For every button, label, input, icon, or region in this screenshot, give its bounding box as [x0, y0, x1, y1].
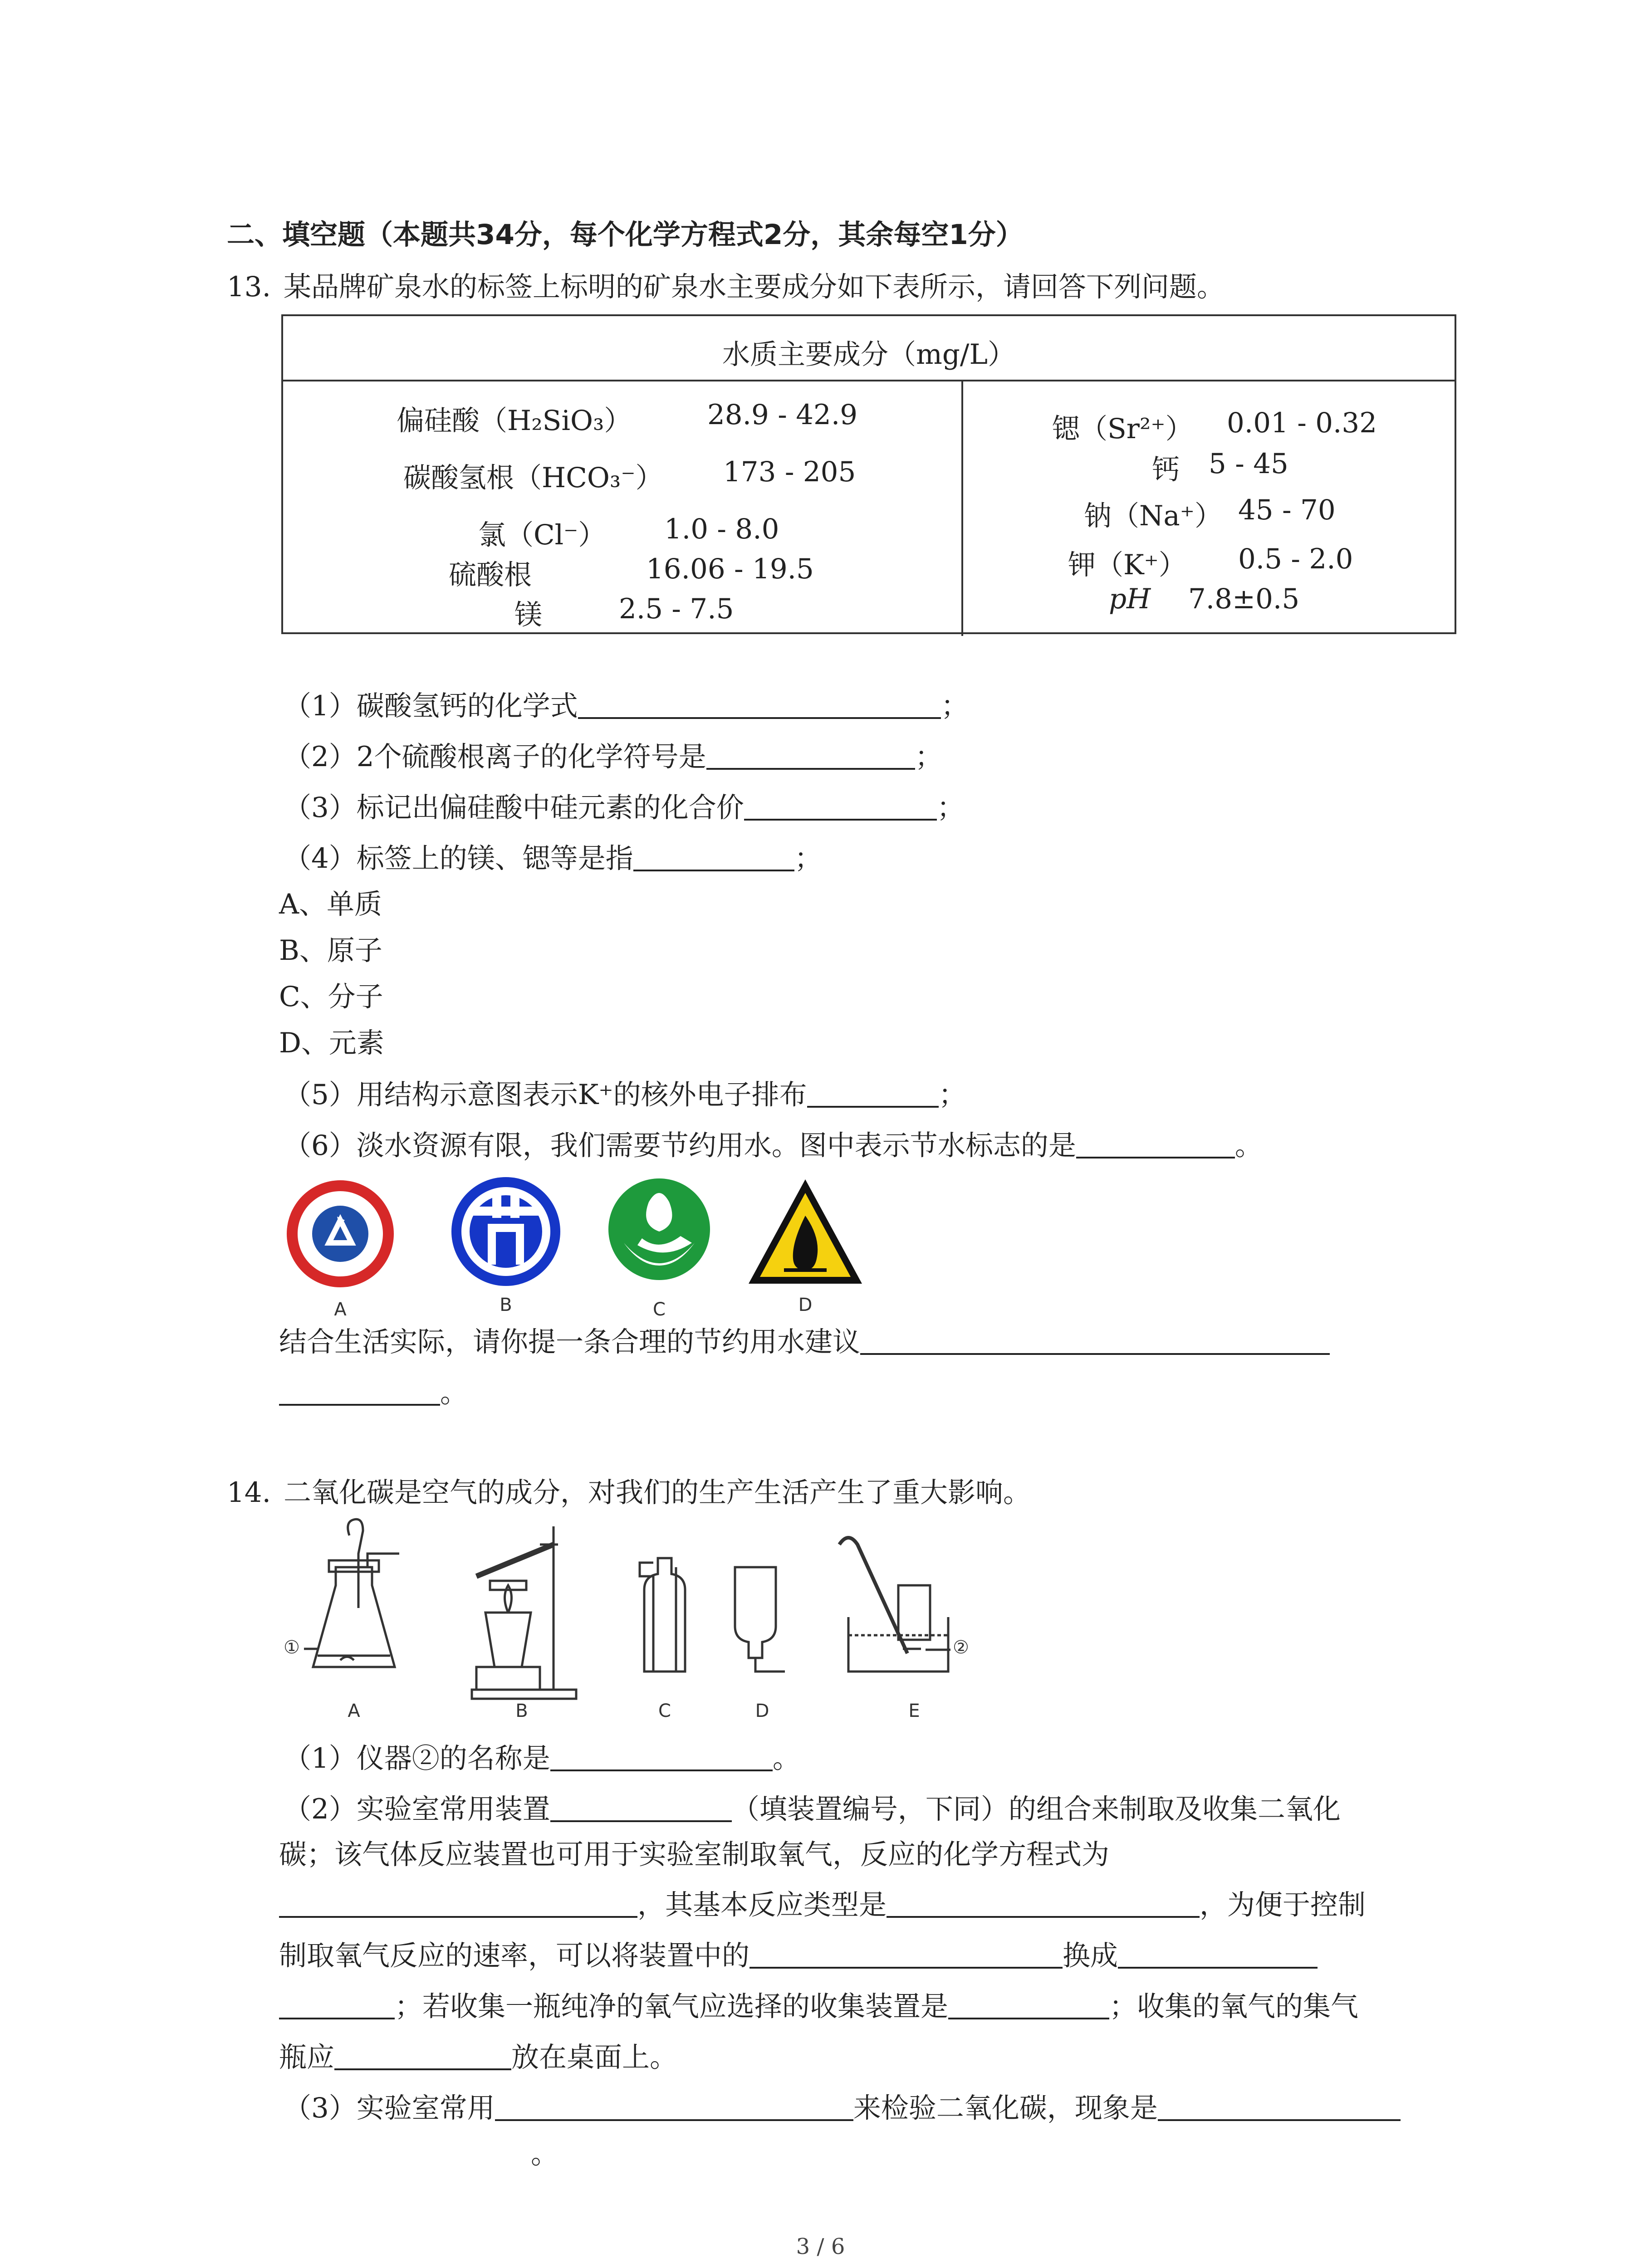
flammable-warning-icon	[749, 1179, 862, 1284]
q14-s2h-text: ；若收集一瓶纯净的氧气应选择的收集装置是	[395, 1990, 949, 2023]
sign-label-c: C	[653, 1299, 666, 1320]
sign-label-d: D	[798, 1295, 813, 1315]
q14-s2-line6	[279, 2043, 677, 2071]
q14-s2f-text: 制取氧气反应的速率，可以将装置中的	[279, 1940, 750, 1972]
semicolon: ；	[938, 1079, 966, 1111]
q14-s3b-text: 来检验二氧化碳，现象是	[853, 2092, 1158, 2124]
mineral-water-table	[281, 314, 1456, 634]
q14-stem	[227, 1476, 1031, 1509]
left-value-4: 2.5 - 7.5	[619, 593, 734, 625]
downward-bottle-icon	[735, 1567, 785, 1672]
period: 。	[1234, 1129, 1263, 1162]
heating-apparatus-icon	[472, 1526, 576, 1699]
q14-s3a-text: （3）实验室常用	[284, 2092, 495, 2124]
option-b: B、原子	[279, 934, 382, 967]
answer-blank-13-5[interactable]	[807, 1080, 939, 1108]
table-header: 水质主要成分（mg/L）	[722, 338, 1015, 371]
right-name-3: 钾（K⁺）	[1068, 549, 1186, 581]
q14-stem-text: 二氧化碳是空气的成分，对我们的生产生活产生了重大影响。	[284, 1476, 1031, 1509]
right-name-2: 钠（Na⁺）	[1084, 500, 1222, 532]
q13-sub6	[284, 1129, 1263, 1162]
q13-sub1-text: （1）碳酸氢钙的化学式	[284, 690, 578, 722]
left-value-0: 28.9 - 42.9	[707, 399, 858, 431]
q14-s2g-text: 换成	[1063, 1940, 1118, 1972]
water-signs-figure	[281, 1175, 880, 1325]
semicolon: ；	[794, 842, 822, 875]
apparatus-label-e: E	[908, 1701, 920, 1721]
answer-blank-14-1[interactable]	[550, 1744, 773, 1771]
q14-number: 14.	[227, 1476, 271, 1509]
q14-s2j-text: 瓶应	[279, 2041, 335, 2073]
semicolon: ；	[915, 741, 943, 773]
q14-s2e-text: ，为便于控制	[1200, 1889, 1366, 1921]
answer-blank-14-2a[interactable]	[550, 1795, 732, 1822]
period: 。	[772, 1742, 800, 1774]
period: 。	[440, 1377, 468, 1409]
right-name-0: 锶（Sr²⁺）	[1052, 413, 1193, 445]
q14-s2-line4	[279, 1941, 1318, 1970]
q13-sub3	[284, 792, 965, 824]
q13-sub4	[284, 842, 822, 875]
right-value-1: 5 - 45	[1209, 448, 1288, 480]
q14-s2b-text: （填装置编号，下同）的组合来制取及收集二氧化	[731, 1793, 1341, 1825]
q13-suggest-text: 结合生活实际，请你提一条合理的节约用水建议	[279, 1326, 861, 1358]
answer-blank-14-place[interactable]	[334, 2043, 511, 2070]
q14-s3	[284, 2094, 1401, 2122]
q13-number: 13.	[227, 271, 271, 303]
q13-sub2-text: （2）2个硫酸根离子的化学符号是	[284, 741, 706, 773]
recycle-sign-icon	[287, 1180, 394, 1287]
water-saving-sign-icon	[451, 1177, 560, 1286]
q13-sub1	[284, 692, 969, 720]
water-trough-icon	[839, 1538, 948, 1672]
q14-s2-line1	[284, 1795, 1341, 1823]
q14-s2-line2: 碳；该气体反应装置也可用于实验室制取氧气，反应的化学方程式为	[279, 1838, 1110, 1871]
q14-s2-line5	[279, 1990, 1359, 2023]
left-value-2: 1.0 - 8.0	[664, 513, 779, 545]
right-name-4: pH	[1109, 583, 1151, 615]
option-d: D、元素	[279, 1027, 384, 1059]
q13-stem	[227, 273, 1225, 301]
apparatus-label-b: B	[515, 1701, 528, 1721]
answer-blank-14-3a[interactable]	[495, 2094, 853, 2121]
lab-apparatus-figure	[272, 1517, 1043, 1730]
answer-blank-14-type[interactable]	[887, 1891, 1200, 1918]
table-header-row	[283, 316, 1455, 381]
q13-sub5	[284, 1080, 966, 1109]
q14-s2-line3	[279, 1891, 1366, 1919]
right-value-4: 7.8±0.5	[1188, 583, 1300, 615]
answer-blank-13-6[interactable]	[1076, 1131, 1235, 1158]
left-name-4: 镁	[514, 599, 543, 631]
gas-collecting-bottle-icon	[640, 1558, 685, 1672]
right-value-0: 0.01 - 0.32	[1227, 407, 1377, 439]
option-c: C、分子	[279, 981, 383, 1013]
apparatus-label-c: C	[658, 1701, 671, 1721]
q13-sub5-text: （5）用结构示意图表示K⁺的核外电子排布	[284, 1079, 807, 1111]
section-title: 二、填空题（本题共34分，每个化学方程式2分，其余每空1分）	[227, 219, 1024, 251]
answer-blank-13-4[interactable]	[633, 844, 794, 871]
q14-s2a-text: （2）实验室常用装置	[284, 1793, 550, 1825]
answer-blank-13-1[interactable]	[578, 692, 941, 719]
q13-sub2	[284, 743, 943, 771]
answer-blank-13-2[interactable]	[706, 743, 915, 770]
answer-blank-14-replace-b[interactable]	[1118, 1941, 1318, 1969]
q14-s3-end: 。	[531, 2138, 559, 2170]
answer-blank-14-collect[interactable]	[948, 1992, 1109, 2019]
answer-blank-14-3b[interactable]	[1158, 2094, 1401, 2121]
answer-blank-14-replace-b2[interactable]	[279, 1992, 395, 2019]
page-number: 3 / 6	[796, 2234, 845, 2259]
left-name-2: 氯（Cl⁻）	[478, 519, 606, 551]
left-name-3: 硫酸根	[449, 559, 532, 591]
semicolon: ；	[936, 792, 965, 824]
q14-s1	[284, 1744, 800, 1772]
answer-blank-13-suggest[interactable]	[860, 1328, 1330, 1355]
answer-blank-13-suggest-2[interactable]	[279, 1378, 440, 1406]
q14-s1-text: （1）仪器②的名称是	[284, 1742, 550, 1774]
q14-s2i-text: ；收集的氧气的集气	[1109, 1990, 1359, 2023]
table-divider	[961, 380, 963, 636]
q14-s2d-text: ，其基本反应类型是	[637, 1889, 887, 1921]
answer-blank-14-equation[interactable]	[279, 1891, 637, 1918]
apparatus-label-d: D	[755, 1701, 769, 1721]
option-a: A、单质	[279, 888, 382, 920]
marker-1: ①	[284, 1637, 300, 1658]
q13-suggest	[279, 1328, 1330, 1356]
apparatus-label-a: A	[348, 1701, 360, 1721]
left-value-3: 16.06 - 19.5	[646, 553, 814, 585]
q13-suggest-cont	[279, 1378, 468, 1407]
left-name-0: 偏硅酸（H₂SiO₃）	[397, 405, 632, 437]
sign-label-b: B	[500, 1295, 512, 1315]
left-value-1: 173 - 205	[723, 456, 856, 488]
semicolon: ；	[941, 690, 969, 722]
right-value-3: 0.5 - 2.0	[1238, 543, 1353, 575]
sign-label-a: A	[334, 1299, 347, 1320]
marker-2: ②	[953, 1637, 969, 1658]
q13-sub4-text: （4）标签上的镁、锶等是指	[284, 842, 633, 875]
answer-blank-13-3[interactable]	[744, 793, 937, 821]
right-value-2: 45 - 70	[1238, 494, 1336, 526]
q13-stem-text: 某品牌矿泉水的标签上标明的矿泉水主要成分如下表所示，请回答下列问题。	[284, 271, 1225, 303]
q13-sub3-text: （3）标记出偏硅酸中硅元素的化合价	[284, 792, 744, 824]
q14-s2k-text: 放在桌面上。	[511, 2041, 678, 2073]
answer-blank-14-replace-a[interactable]	[749, 1941, 1063, 1969]
conical-flask-apparatus-icon	[313, 1519, 399, 1667]
left-name-1: 碳酸氢根（HCO₃⁻）	[403, 462, 663, 494]
q13-sub6-text: （6）淡水资源有限，我们需要节约用水。图中表示节水标志的是	[284, 1129, 1076, 1162]
green-sign-icon	[608, 1178, 710, 1280]
right-name-1: 钙	[1152, 454, 1180, 486]
